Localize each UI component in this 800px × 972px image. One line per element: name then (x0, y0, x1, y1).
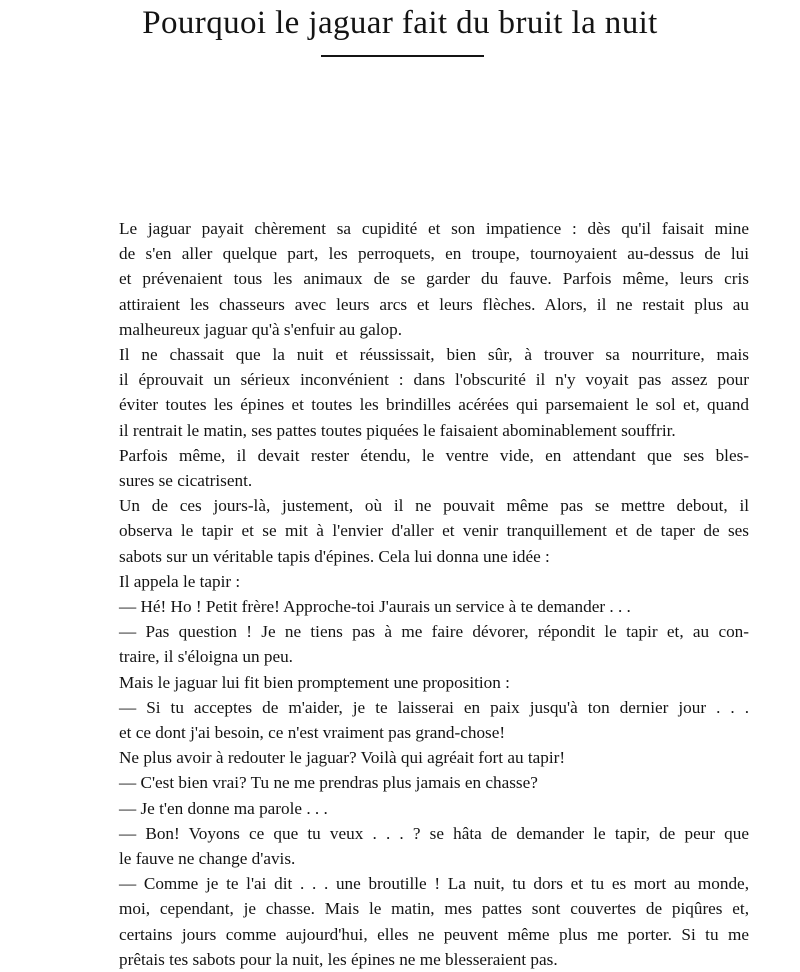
paragraph (83, 695, 749, 745)
paragraph (83, 796, 749, 821)
text-line: sures se cicatrisent. (119, 471, 253, 491)
text-line: éviter toutes les épines et toutes les brindilles acérées qui parsemaient le sol et, quand (119, 395, 749, 415)
text-line: et prévenaient tous les animaux de se garder du fauve. Parfois même, leurs cris (119, 269, 749, 289)
text-line: — Comme je te l'ai dit . . . une broutille ! La nuit, tu dors et tu es mort au monde, (119, 874, 749, 894)
text-line: Un de ces jours-là, justement, où il ne pouvait même pas se mettre debout, il (119, 496, 749, 516)
text-line: malheureux jaguar qu'à s'enfuir au galop. (119, 319, 402, 339)
text-line: il rentrait le matin, ses pattes toutes piquées le faisaient abominablement souffrir. (119, 420, 676, 440)
text-line: sabots sur un véritable tapis d'épines. Cela lui donna une idée : (119, 546, 550, 566)
text-line: il éprouvait un sérieux inconvénient : dans l'obscurité il n'y voyait pas assez pour (119, 370, 749, 390)
paragraph (83, 871, 749, 972)
paragraph (83, 342, 749, 443)
paragraph (83, 493, 749, 569)
text-line: Mais le jaguar lui fit bien promptement une proposition : (119, 672, 510, 692)
text-line: observa le tapir et se mit à l'envier d'aller et venir tranquillement et de taper de ses (119, 521, 749, 541)
paragraph (83, 569, 749, 594)
text-line: Parfois même, il devait rester étendu, le ventre vide, en attendant que ses bles- (119, 445, 749, 465)
text-line: — C'est bien vrai? Tu ne me prendras plus jamais en chasse? (119, 773, 538, 793)
text-line: — Bon! Voyons ce que tu veux . . . ? se hâta de demander le tapir, de peur que (119, 823, 749, 843)
text-line: attiraient les chasseurs avec leurs arcs et leurs flèches. Alors, il ne restait plus au (119, 294, 749, 314)
text-line: et ce dont j'ai besoin, ce n'est vraiment pas grand-chose! (119, 723, 506, 743)
paragraph (83, 216, 749, 342)
text-line: — Pas question ! Je ne tiens pas à me faire dévorer, répondit le tapir et, au con- (119, 622, 749, 642)
paragraph (83, 443, 749, 493)
text-line: Il ne chassait que la nuit et réussissait, bien sûr, à trouver sa nourriture, mais (119, 345, 749, 365)
text-line: prêtais tes sabots pour la nuit, les épines ne me blesseraient pas. (119, 949, 558, 969)
paragraph (83, 821, 749, 871)
text-line: — Je t'en donne ma parole . . . (119, 798, 328, 818)
paragraph (83, 619, 749, 669)
text-line: — Si tu acceptes de m'aider, je te laisserai en paix jusqu'à ton dernier jour . . . (119, 697, 749, 717)
paragraph (83, 670, 749, 695)
text-line: Le jaguar payait chèrement sa cupidité et son impatience : dès qu'il faisait mine (119, 219, 749, 238)
text-line: Ne plus avoir à redouter le jaguar? Voilà qui agréait fort au tapir! (119, 748, 566, 768)
text-line: traire, il s'éloigna un peu. (119, 647, 293, 667)
text-line: moi, cependant, je chasse. Mais le matin, mes pattes sont couvertes de piqûres et, (119, 899, 749, 919)
title-underline (321, 55, 484, 57)
page-title: Pourquoi le jaguar fait du bruit la nuit (142, 5, 658, 41)
text-line: certains jours comme aujourd'hui, elles ne peuvent même plus me porter. Si tu me (119, 924, 749, 944)
story-text (83, 216, 749, 972)
paragraph (83, 745, 749, 770)
text-line: le fauve ne change d'avis. (119, 849, 296, 869)
paragraph (83, 770, 749, 795)
paragraph (83, 594, 749, 619)
text-line: de s'en aller quelque part, les perroquets, en troupe, tournoyaient au-dessus de lui (119, 244, 749, 264)
text-line: — Hé! Ho ! Petit frère! Approche-toi J'aurais un service à te demander . . . (119, 597, 631, 617)
text-line: Il appela le tapir : (119, 571, 241, 591)
